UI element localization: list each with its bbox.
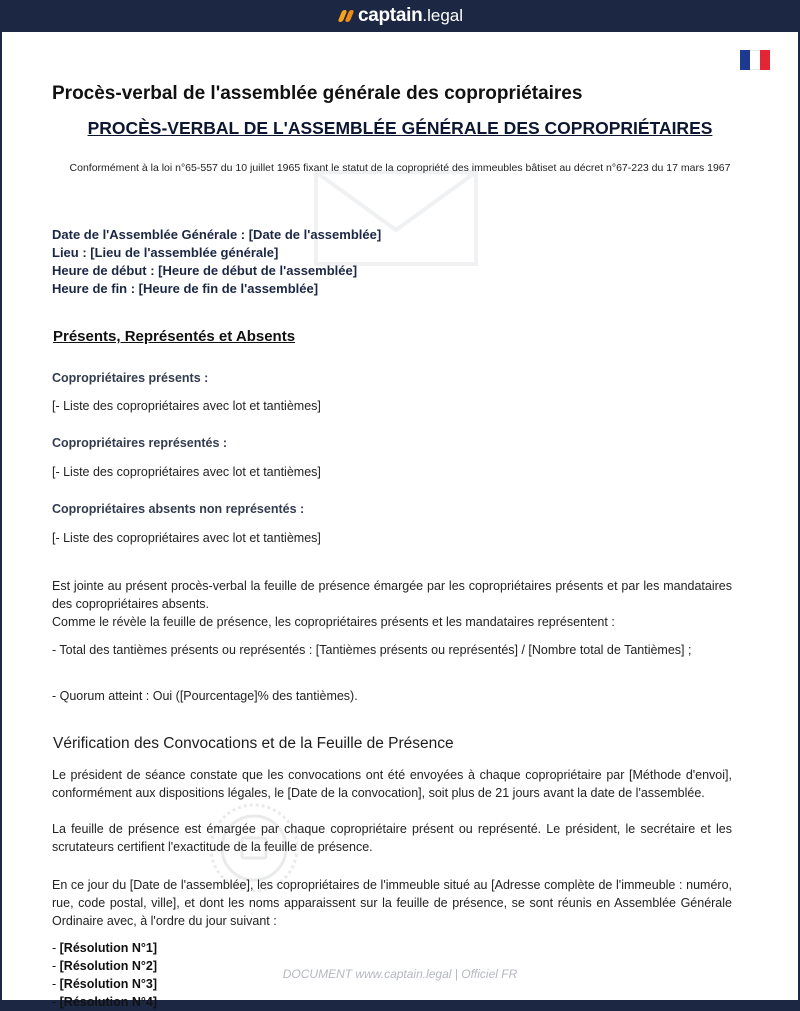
top-bar — [0, 0, 800, 32]
assembly-details — [52, 226, 381, 298]
resolution-2: [Résolution N°2] — [59, 959, 157, 973]
captain-legal-logo[interactable] — [337, 5, 463, 27]
represented-owners-label: Copropriétaires représentés : — [52, 436, 228, 450]
list-item: - [Résolution N°4] — [52, 995, 157, 1009]
document-heading: PROCÈS-VERBAL DE L'ASSEMBLÉE GÉNÉRALE DES COPROPRIÉTAIRES — [87, 118, 713, 138]
represented-owners-list: [- Liste des copropriétaires avec lot et tantièmes] — [52, 465, 321, 479]
list-item: - [Résolution N°3] — [52, 977, 157, 991]
french-flag-icon[interactable] — [740, 50, 770, 70]
resolution-1: [Résolution N°1] — [59, 941, 157, 955]
document-page — [2, 32, 798, 1009]
assembly-date: Date de l'Assemblée Générale : [Date de l'assemblée] — [52, 227, 382, 242]
meeting-opening-paragraph: En ce jour du [Date de l'assemblée], les copropriétaires de l'immeuble situé au [Adresse complète de l'immeuble : numéro, rue, code postal, ville], et dont les noms apparaissent sur la feuille de présence, se sont réunis en Assemblée Générale Ordinaire avec, à l'ordre du jour suivant : — [52, 878, 732, 928]
quorum-line: - Quorum atteint : Oui ([Pourcentage]% des tantièmes). — [52, 689, 358, 703]
verification-section-title: Vérification des Convocations et de la Feuille de Présence — [53, 735, 454, 752]
present-owners-label: Copropriétaires présents : — [52, 371, 209, 385]
presence-reveal-paragraph: Comme le révèle la feuille de présence, les copropriétaires présents et les mandataires représentent : — [52, 615, 615, 629]
assembly-location: Lieu : [Lieu de l'assemblée générale] — [52, 245, 279, 260]
list-item: - [Résolution N°2] — [52, 959, 157, 973]
assembly-end-time: Heure de fin : [Heure de fin de l'assemblée] — [52, 281, 319, 296]
resolution-3: [Résolution N°3] — [59, 977, 157, 991]
document-footer: DOCUMENT www.captain.legal | Officiel FR — [282, 967, 518, 981]
document-title: Procès-verbal de l'assemblée générale des copropriétaires — [52, 83, 583, 104]
presence-certification-paragraph: La feuille de présence est émargée par chaque copropriétaire présent ou représenté. Le président, le secrétaire et les scrutateurs certifient l'exactitude de la feuille de présence. — [52, 822, 732, 854]
presence-sheet-paragraph: Est jointe au présent procès-verbal la feuille de présence émargée par les copropriétaires présents et par les mandataires des copropriétaires absents. — [52, 579, 732, 611]
total-tantiemes-line: - Total des tantièmes présents ou représentés : [Tantièmes présents ou représentés] / [Nombre total de Tantièmes] ; — [52, 643, 692, 657]
attendance-section-title: Présents, Représentés et Absents — [53, 328, 296, 345]
list-item: - [Résolution N°1] — [52, 941, 157, 955]
assembly-start-time: Heure de début : [Heure de début de l'assemblée] — [52, 263, 358, 278]
logo-brand: captain — [357, 5, 423, 26]
present-owners-list: [- Liste des copropriétaires avec lot et tantièmes] — [52, 399, 321, 413]
logo-tld: .legal — [422, 6, 464, 25]
absent-owners-label: Copropriétaires absents non représentés : — [52, 502, 305, 516]
absent-owners-list: [- Liste des copropriétaires avec lot et tantièmes] — [52, 531, 321, 545]
logo-mark-icon — [337, 9, 353, 23]
convocation-paragraph: Le président de séance constate que les convocations ont été envoyées à chaque copropriétaire par [Méthode d'envoi], conformément aux dispositions légales, le [Date de la convocation], soit plus de 21 jours avant la date de l'assemblée. — [52, 768, 732, 800]
resolution-4: [Résolution N°4] — [59, 995, 157, 1009]
legal-reference: Conformément à la loi n°65-557 du 10 juillet 1965 fixant le statut de la copropriété des immeubles bâtiset au décret n°67-223 du 17 mars 1967 — [69, 162, 731, 174]
